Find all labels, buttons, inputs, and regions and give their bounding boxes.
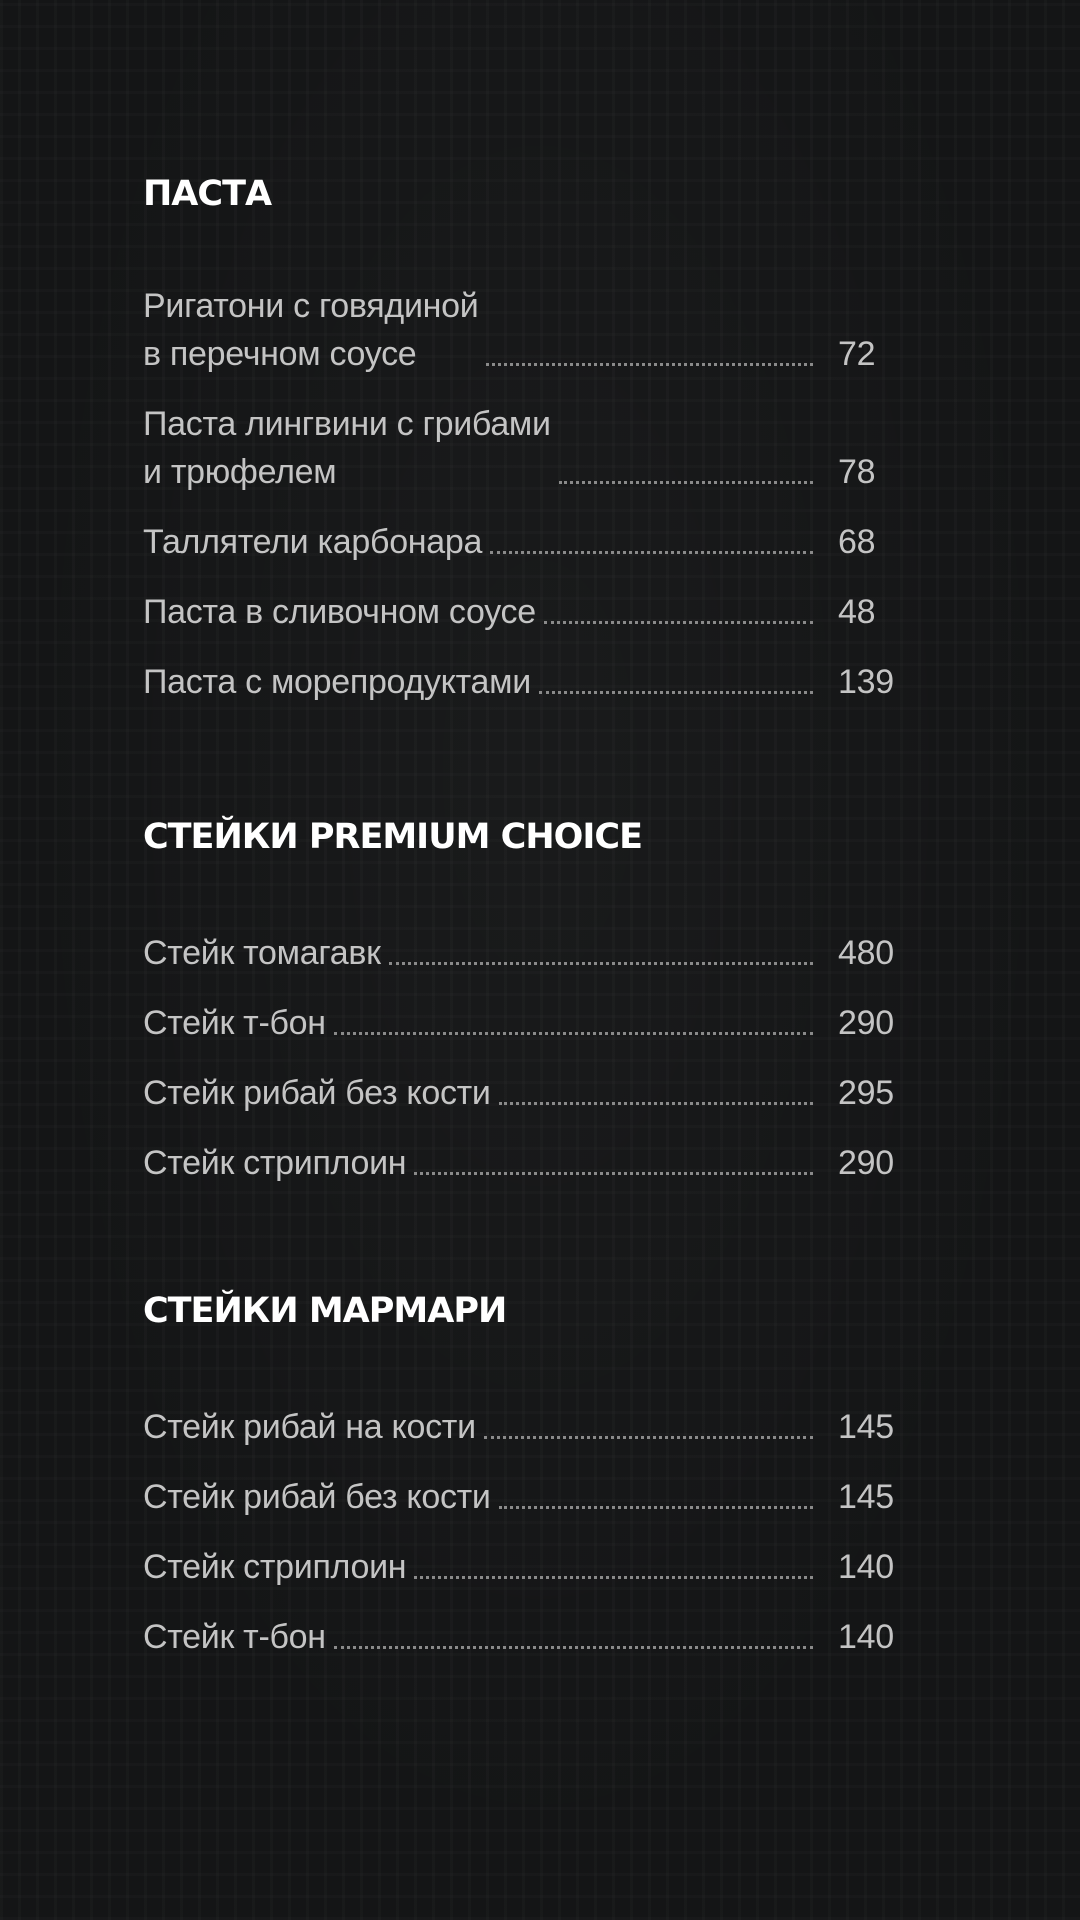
item-name-line2: и трюфелем	[143, 453, 337, 491]
dot-leader	[414, 1172, 813, 1175]
dot-leader	[414, 1576, 813, 1579]
item-price: 48	[838, 593, 876, 631]
menu-item	[143, 999, 913, 1047]
item-name: Стейк т-бон	[143, 1618, 326, 1656]
dot-leader	[334, 1032, 813, 1035]
item-name	[143, 400, 551, 496]
item-name: Стейк рибай на кости	[143, 1408, 476, 1446]
dot-leader	[389, 962, 813, 965]
dot-leader	[499, 1102, 813, 1105]
item-name: Стейк томагавк	[143, 934, 381, 972]
item-price: 295	[838, 1074, 894, 1112]
dot-leader	[544, 621, 813, 624]
item-name: Паста с морепродуктами	[143, 663, 531, 701]
menu-item	[143, 1473, 913, 1521]
item-price: 290	[838, 1004, 894, 1042]
item-name-line2: в перечном соусе	[143, 335, 417, 373]
menu-item	[143, 1069, 913, 1117]
menu-item	[143, 1543, 913, 1591]
item-price: 139	[838, 663, 894, 701]
item-name: Стейк т-бон	[143, 1004, 326, 1042]
menu-section-marmari-steaks	[143, 1287, 913, 1683]
dot-leader	[490, 551, 813, 554]
item-name-line1: Паста лингвини с грибами	[143, 405, 551, 443]
dot-leader	[559, 481, 813, 484]
item-name: Паста в сливочном соусе	[143, 593, 536, 631]
dot-leader	[499, 1506, 813, 1509]
section-title: СТЕЙКИ PREMIUM CHOICE	[143, 817, 642, 857]
item-price: 78	[838, 453, 876, 491]
item-name-line1: Ригатони с говядиной	[143, 287, 479, 325]
item-price: 68	[838, 523, 876, 561]
menu-section-pasta	[143, 170, 913, 728]
item-name: Стейк стриплоин	[143, 1144, 407, 1182]
menu-item	[143, 1403, 913, 1451]
section-title: СТЕЙКИ МАРМАРИ	[143, 1291, 507, 1331]
menu-item	[143, 518, 913, 566]
item-price: 480	[838, 934, 894, 972]
menu-item	[143, 400, 913, 496]
item-price: 140	[838, 1548, 894, 1586]
menu-item	[143, 658, 913, 706]
dot-leader	[334, 1646, 813, 1649]
item-name	[143, 282, 478, 378]
dot-leader	[484, 1436, 813, 1439]
item-price: 72	[838, 335, 876, 373]
item-price: 145	[838, 1408, 894, 1446]
menu-item	[143, 282, 913, 378]
menu-item	[143, 1613, 913, 1661]
dot-leader	[486, 363, 813, 366]
item-name: Стейк рибай без кости	[143, 1478, 491, 1516]
section-title: ПАСТА	[143, 174, 272, 214]
menu-item	[143, 929, 913, 977]
item-price: 140	[838, 1618, 894, 1656]
dot-leader	[539, 691, 813, 694]
item-price: 290	[838, 1144, 894, 1182]
menu-section-premium-steaks	[143, 813, 913, 1209]
item-name: Стейк стриплоин	[143, 1548, 407, 1586]
item-name: Стейк рибай без кости	[143, 1074, 491, 1112]
item-name: Таллятели карбонара	[143, 523, 483, 561]
menu-item	[143, 1139, 913, 1187]
item-price: 145	[838, 1478, 894, 1516]
menu-item	[143, 588, 913, 636]
